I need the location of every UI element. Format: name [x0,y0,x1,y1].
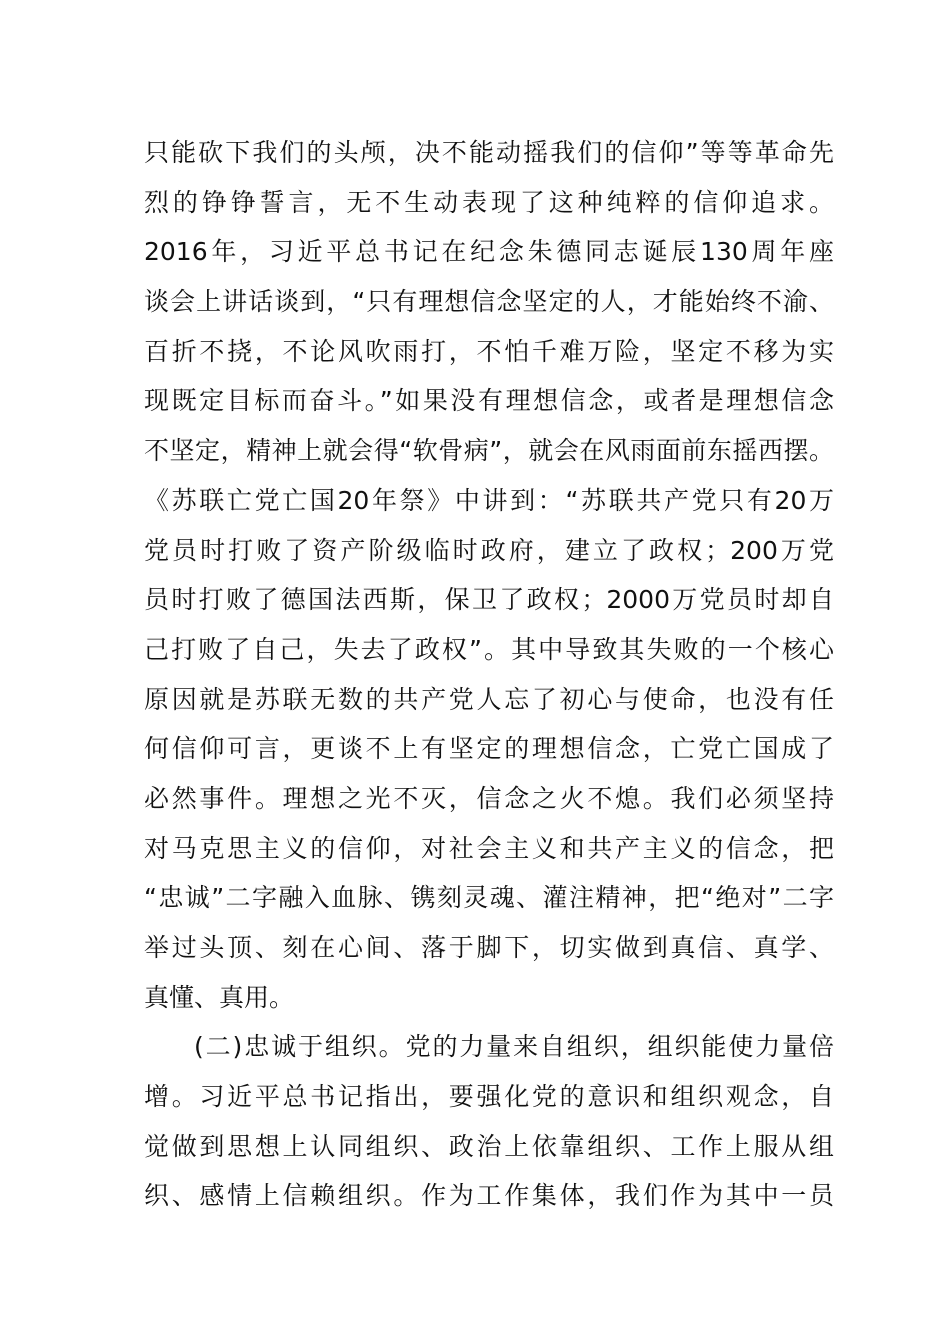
text-line: 2016年，习近平总书记在纪念朱德同志诞辰130周年座 [144,237,834,267]
text-line: 现既定目标而奋斗。”如果没有理想信念，或者是理想信念 [144,386,834,416]
text-line: 何信仰可言，更谈不上有坚定的理想信念，亡党亡国成了 [144,734,834,764]
text-line: 只能砍下我们的头颅，决不能动摇我们的信仰”等等革命先 [144,138,834,167]
text-line: 党员时打败了资产阶级临时政府，建立了政权；200万党 [144,535,834,565]
text-line: “忠诚”二字融入血脉、镌刻灵魂、灌注精神，把“绝对”二字 [144,883,834,913]
text-line: 《苏联亡党亡国20年祭》中讲到：“苏联共产党只有20万 [144,485,834,515]
text-line: 觉做到思想上认同组织、政治上依靠组织、工作上服从组 [144,1131,834,1161]
text-line: 原因就是苏联无数的共产党人忘了初心与使命，也没有任 [144,684,834,714]
text-line: 不坚定，精神上就会得“软骨病”，就会在风雨面前东摇西摆。 [144,436,834,466]
text-line: 员时打败了德国法西斯，保卫了政权；2000万党员时却自 [144,585,834,615]
text-line: 谈会上讲话谈到，“只有理想信念坚定的人，才能始终不渝、 [144,287,834,317]
text-line: 对马克思主义的信仰，对社会主义和共产主义的信念，把 [144,833,834,863]
text-line: 必然事件。理想之光不灭，信念之火不熄。我们必须坚持 [144,783,834,813]
text-line: 烈的铮铮誓言，无不生动表现了这种纯粹的信仰追求。 [144,187,834,217]
section-heading-line: (二)忠诚于组织。党的力量来自组织，组织能使力量倍 [194,1032,834,1062]
document-body [144,128,834,1221]
text-line: 百折不挠，不论风吹雨打，不怕千难万险，坚定不移为实 [144,336,834,366]
text-line: 己打败了自己，失去了政权”。其中导致其失败的一个核心 [144,634,834,664]
text-line: 织、感情上信赖组织。作为工作集体，我们作为其中一员 [144,1181,834,1211]
text-line: 增。习近平总书记指出，要强化党的意识和组织观念，自 [144,1082,834,1112]
text-line: 举过头顶、刻在心间、落于脚下，切实做到真信、真学、 [144,933,834,962]
paragraph-end-line: 真懂、真用。 [144,982,295,1012]
